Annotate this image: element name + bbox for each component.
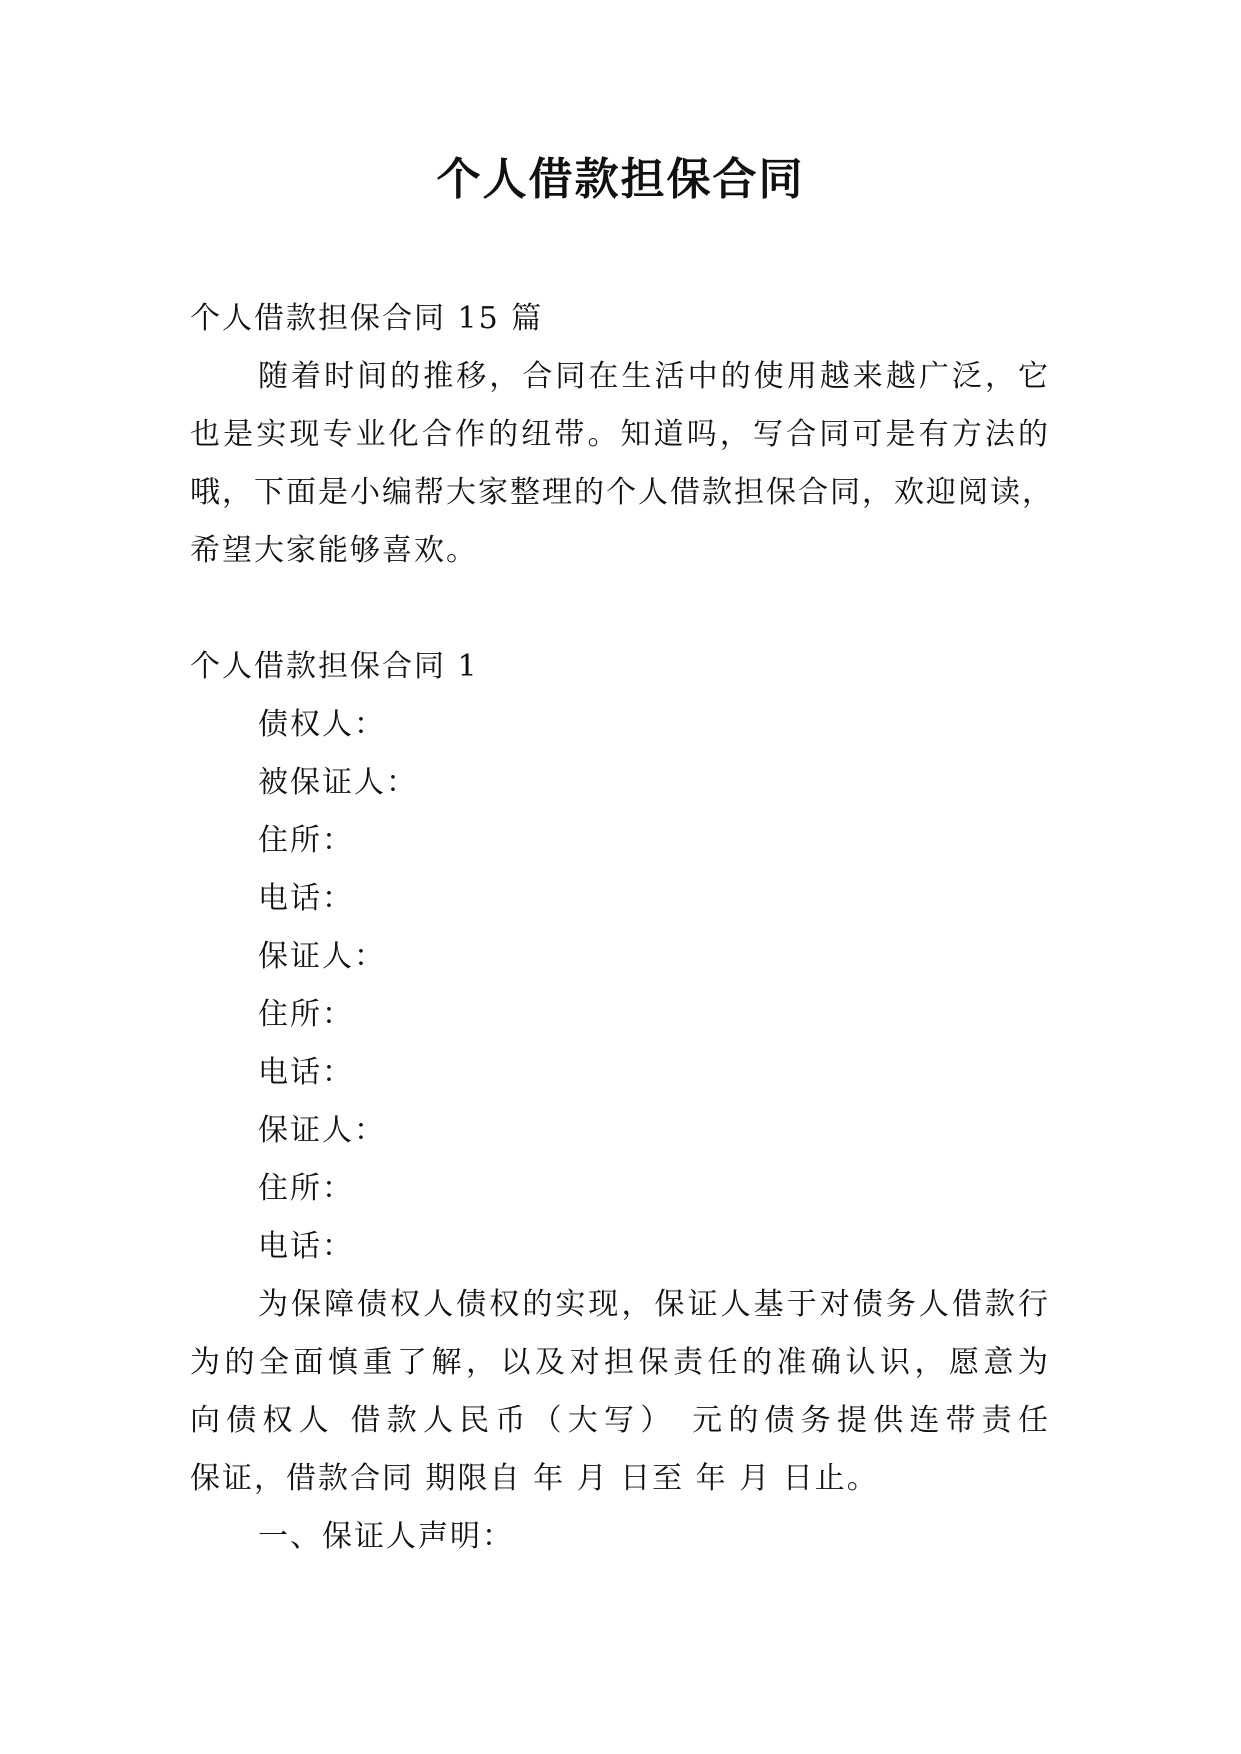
party-guarantor: 保证人： [258,1113,386,1148]
party-phone: 电话： [258,1055,354,1090]
blank-line [190,580,1050,638]
party-phone: 电话： [258,881,354,916]
article-heading: 一、保证人声明： [258,1519,514,1554]
intro-line: 也是实现专业化合作的纽带。知道吗，写合同可是有方法的 [190,417,1050,452]
clause-line: 保证，借款合同 期限自 年 月 日至 年 月 日止。 [190,1461,879,1496]
party-address: 住所： [258,823,354,858]
party-guaranteed: 被保证人： [258,765,418,800]
party-address: 住所： [258,997,354,1032]
clause-line: 向债权人 借款人民币（大写） 元的债务提供连带责任 [190,1403,1050,1438]
intro-line: 随着时间的推移，合同在生活中的使用越来越广泛，它 [258,359,1050,394]
party-address: 住所： [258,1171,354,1206]
party-guarantor: 保证人： [258,939,386,974]
document-subtitle: 个人借款担保合同 15 篇 [190,301,544,336]
party-phone: 电话： [258,1229,354,1264]
clause-line: 为保障债权人债权的实现，保证人基于对债务人借款行 [258,1287,1050,1322]
document-body [190,290,1054,1566]
intro-line: 希望大家能够喜欢。 [190,533,478,568]
document-title: 个人借款担保合同 [436,154,805,205]
intro-line: 哦，下面是小编帮大家整理的个人借款担保合同，欢迎阅读， [190,475,1054,510]
party-creditor: 债权人： [258,707,386,742]
clause-line: 为的全面慎重了解，以及对担保责任的准确认识，愿意为 [190,1345,1050,1380]
section-heading: 个人借款担保合同 1 [190,649,479,684]
